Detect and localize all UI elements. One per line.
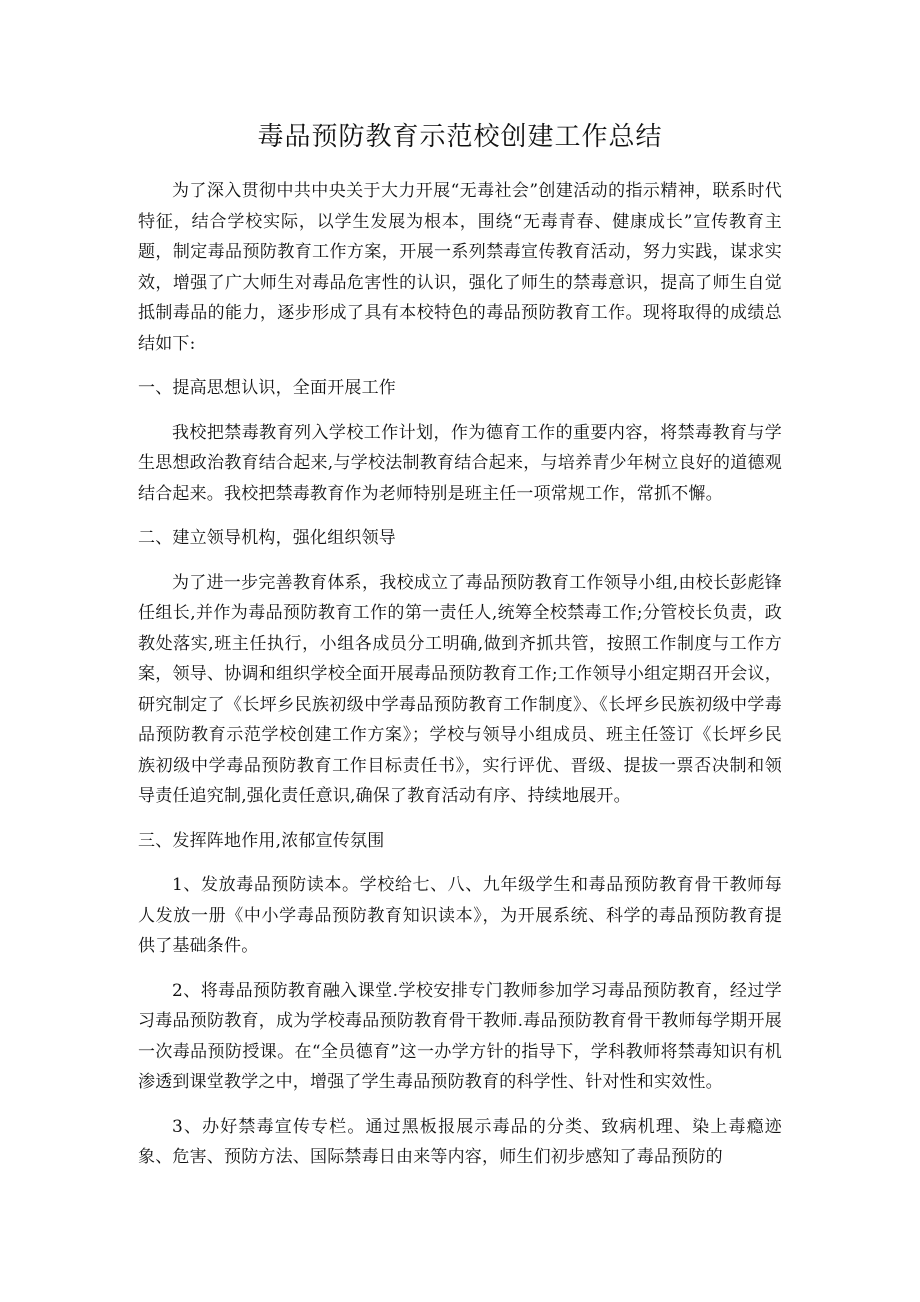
- document-title: 毒品预防教育示范校创建工作总结: [257, 122, 663, 152]
- paragraph-gap: [138, 856, 782, 870]
- paragraph-gap: [138, 509, 782, 523]
- section3-item2-paragraph: 2、将毒品预防教育融入课堂.学校安排专门教师参加学习毒品预防教育，经过学习毒品预防教育，成为学校毒品预防教育骨干教师.毒品预防教育骨干教师每学期开展一次毒品预防授课。在“全员德育”这一办学方针的指导下，学科教师将禁毒知识有机渗透到课堂教学之中，增强了学生毒品预防教育的科学性、针对性和实效性。: [138, 980, 782, 1092]
- section3-item1-paragraph: 1、发放毒品预防读本。学校给七、八、九年级学生和毒品预防教育骨干教师每人发放一册《中小学毒品预防教育知识读本》，为开展系统、科学的毒品预防教育提供了基础条件。: [138, 875, 782, 956]
- paragraph-gap: [138, 359, 782, 373]
- section2-paragraph: 为了进一步完善教育体系，我校成立了毒品预防教育工作领导小组,由校长彭彪锋任组长,并作为毒品预防教育工作的第一责任人,统筹全校禁毒工作;分管校长负责，政教处落实,班主任执行，小组各成员分工明确,做到齐抓共管，按照工作制度与工作方案，领导、协调和组织学校全面开展毒品预防教育工作;工作领导小组定期召开会议，研究制定了《长坪乡民族初级中学毒品预防教育工作制度》、《长坪乡民族初级中学毒品预防教育示范学校创建工作方案》；学校与领导小组成员、班主任签订《长坪乡民族初级中学毒品预防教育工作目标责任书》，实行评优、晋级、提拔一票否决制和领导责任追究制,强化责任意识,确保了教育活动有序、持续地展开。: [138, 572, 782, 806]
- section1-paragraph: 我校把禁毒教育列入学校工作计划，作为德育工作的重要内容，将禁毒教育与学生思想政治教育结合起来,与学校法制教育结合起来，与培养青少年树立良好的道德观结合起来。我校把禁毒教育作为老师特别是班主任一项常规工作，常抓不懈。: [138, 422, 782, 504]
- section1-heading: 一、提高思想认识，全面开展工作: [138, 378, 396, 398]
- section3-heading: 三、发挥阵地作用,浓郁宣传氛围: [138, 830, 385, 851]
- intro-paragraph: 为了深入贯彻中共中央关于大力开展“无毒社会”创建活动的指示精神，联系时代特征，结合学校实际，以学生发展为根本，围绕“无毒青春、健康成长”宣传教育主题，制定毒品预防教育工作方案，开展一系列禁毒宣传教育活动，努力实践，谋求实效，增强了广大师生对毒品危害性的认识，强化了师生的禁毒意识，提高了师生自觉抵制毒品的能力，逐步形成了具有本校特色的毒品预防教育工作。现将取得的成绩总结如下:: [138, 181, 782, 354]
- paragraph-gap: [138, 404, 782, 418]
- section3-item3-paragraph: 3、办好禁毒宣传专栏。通过黑板报展示毒品的分类、致病机理、染上毒瘾迹象、危害、预防方法、国际禁毒日由来等内容，师生们初步感知了毒品预防的: [138, 1116, 782, 1167]
- section2-heading: 二、建立领导机构，强化组织领导: [138, 528, 396, 548]
- paragraph-gap: [138, 962, 782, 976]
- paragraph-gap: [138, 1098, 782, 1112]
- paragraph-gap: [138, 812, 782, 826]
- paragraph-gap: [138, 554, 782, 568]
